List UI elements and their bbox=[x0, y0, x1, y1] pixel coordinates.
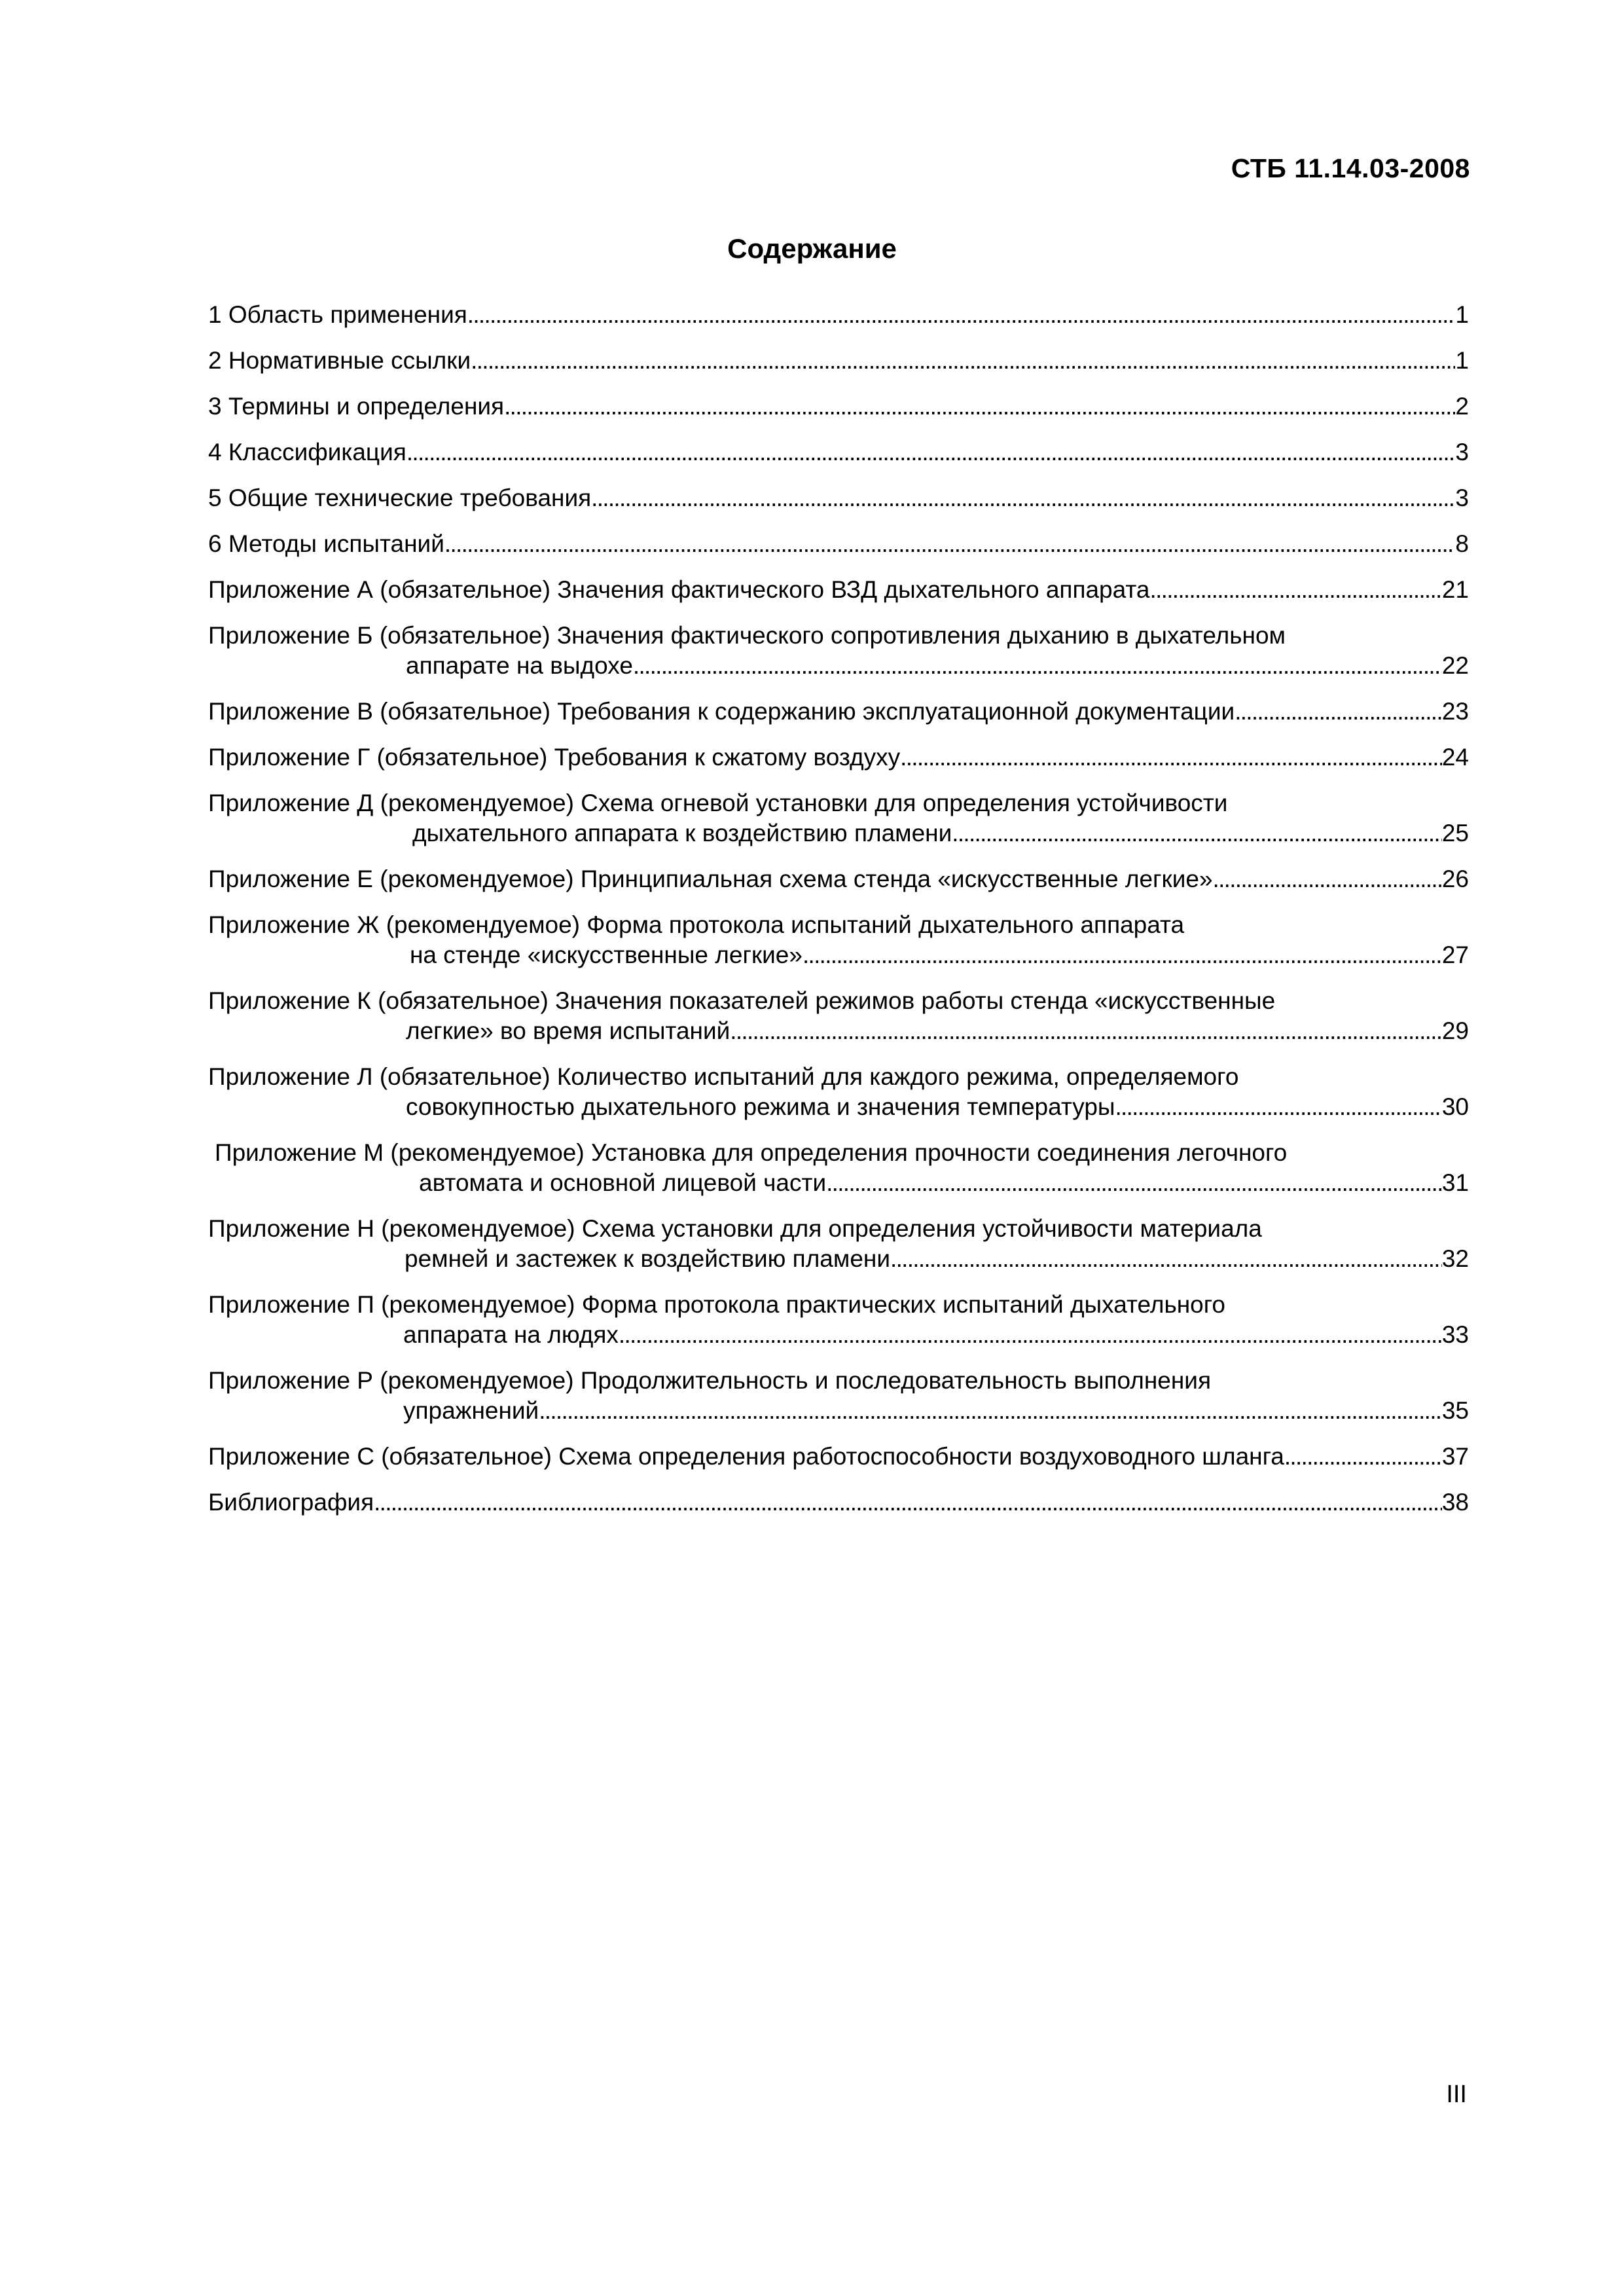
toc-entry-text-continued: аппарате на выдохе bbox=[406, 652, 633, 679]
toc-entry-3 bbox=[208, 392, 1469, 422]
toc-entry-4 bbox=[208, 437, 1469, 467]
dot-leader bbox=[406, 437, 1456, 467]
toc-entry-page: 8 bbox=[1455, 530, 1469, 557]
toc-entry-text: Приложение Ж (рекомендуемое) Форма протокола испытаний дыхательного аппарата bbox=[208, 911, 1185, 938]
toc-entry-appendix-v bbox=[208, 697, 1469, 727]
toc-entry-text: Приложение П (рекомендуемое) Форма протокола практических испытаний дыхательного bbox=[208, 1291, 1225, 1318]
toc-entry-page: 3 bbox=[1455, 439, 1469, 465]
dot-leader bbox=[444, 529, 1456, 559]
dot-leader bbox=[633, 651, 1442, 681]
toc-entry-6 bbox=[208, 529, 1469, 559]
toc-entry-text-continued: совокупностью дыхательного режима и значения температуры bbox=[406, 1093, 1115, 1120]
dot-leader bbox=[374, 1487, 1442, 1518]
toc-entry-appendix-b bbox=[208, 621, 1469, 681]
toc-entry-text-continued: автомата и основной лицевой части bbox=[419, 1169, 827, 1196]
toc-entry-text-continued: на стенде «искусственные легкие» bbox=[410, 941, 803, 968]
toc-entry-text-continued: аппарата на людях bbox=[403, 1321, 619, 1348]
toc-entry-page: 38 bbox=[1441, 1489, 1469, 1516]
toc-entry-appendix-e bbox=[208, 864, 1469, 894]
toc-entry-appendix-l bbox=[208, 1062, 1469, 1122]
dot-leader bbox=[504, 392, 1455, 422]
toc-entry-appendix-g bbox=[208, 742, 1469, 773]
toc-entry-text: Приложение К (обязательное) Значения показателей режимов работы стенда «искусственные bbox=[208, 987, 1276, 1014]
toc-entry-text-continued: дыхательного аппарата к воздействию пламени bbox=[412, 820, 952, 847]
toc-entry-1 bbox=[208, 300, 1469, 330]
toc-entry-text-continued: ремней и застежек к воздействию пламени bbox=[405, 1245, 891, 1272]
toc-entry-5 bbox=[208, 483, 1469, 513]
dot-leader bbox=[900, 742, 1442, 773]
toc-entry-text: Приложение Е (рекомендуемое) Принципиальная схема стенда «искусственные легкие» bbox=[208, 866, 1213, 892]
toc-entry-page: 27 bbox=[1441, 941, 1469, 968]
toc-entry-page: 3 bbox=[1455, 484, 1469, 511]
page-number: III bbox=[1446, 2081, 1467, 2108]
toc-entry-bibliography bbox=[208, 1487, 1469, 1518]
toc-entry-page: 25 bbox=[1441, 820, 1469, 847]
toc-entry-text: Приложение В (обязательное) Требования к содержанию эксплуатационной документации bbox=[208, 698, 1235, 725]
dot-leader bbox=[826, 1168, 1442, 1198]
toc-entry-page: 22 bbox=[1441, 652, 1469, 679]
toc-entry-text: 4 Классификация bbox=[208, 439, 406, 465]
toc-entry-page: 1 bbox=[1455, 301, 1469, 328]
toc-entry-appendix-s bbox=[208, 1442, 1469, 1472]
toc-entry-appendix-p bbox=[208, 1290, 1469, 1350]
toc-entry-page: 31 bbox=[1441, 1169, 1469, 1196]
toc-entry-appendix-a bbox=[208, 575, 1469, 605]
toc-title: Содержание bbox=[727, 233, 897, 264]
toc-entry-page: 21 bbox=[1441, 576, 1469, 603]
dot-leader bbox=[1213, 864, 1442, 894]
toc-entry-text: Приложение Р (рекомендуемое) Продолжительность и последовательность выполнения bbox=[208, 1367, 1211, 1394]
dot-leader bbox=[803, 940, 1442, 970]
toc-entry-text: Приложение Г (обязательное) Требования к сжатому воздуху bbox=[208, 744, 901, 771]
toc-entry-page: 23 bbox=[1441, 698, 1469, 725]
toc-entry-page: 24 bbox=[1441, 744, 1469, 771]
table-of-contents bbox=[208, 300, 1469, 1533]
toc-entry-page: 33 bbox=[1441, 1321, 1469, 1348]
toc-entry-page: 32 bbox=[1441, 1245, 1469, 1272]
toc-entry-text: 1 Область применения bbox=[208, 301, 467, 328]
dot-leader bbox=[1115, 1092, 1442, 1122]
toc-entry-page: 26 bbox=[1441, 866, 1469, 892]
toc-entry-text: Приложение Н (рекомендуемое) Схема установки для определения устойчивости материала bbox=[208, 1215, 1262, 1242]
toc-entry-text: Приложение С (обязательное) Схема определения работоспособности воздуховодного шланга bbox=[208, 1443, 1284, 1470]
document-code: СТБ 11.14.03-2008 bbox=[1231, 153, 1470, 183]
toc-entry-page: 37 bbox=[1441, 1443, 1469, 1470]
toc-entry-appendix-m bbox=[208, 1138, 1469, 1198]
toc-entry-text: 2 Нормативные ссылки bbox=[208, 347, 471, 374]
dot-leader bbox=[1150, 575, 1442, 605]
dot-leader bbox=[539, 1396, 1442, 1426]
dot-leader bbox=[730, 1016, 1442, 1046]
dot-leader bbox=[591, 483, 1455, 513]
dot-leader bbox=[467, 300, 1456, 330]
toc-entry-page: 30 bbox=[1441, 1093, 1469, 1120]
toc-entry-text: Приложение М (рекомендуемое) Установка для определения прочности соединения легочного bbox=[215, 1139, 1288, 1166]
toc-entry-text-continued: упражнений bbox=[403, 1397, 539, 1424]
toc-entry-text-continued: легкие» во время испытаний bbox=[406, 1017, 731, 1044]
dot-leader bbox=[1235, 697, 1442, 727]
dot-leader bbox=[1284, 1442, 1442, 1472]
toc-entry-page: 35 bbox=[1441, 1397, 1469, 1424]
toc-entry-appendix-zh bbox=[208, 910, 1469, 970]
toc-entry-text: 6 Методы испытаний bbox=[208, 530, 444, 557]
toc-entry-text: Приложение А (обязательное) Значения фактического ВЗД дыхательного аппарата bbox=[208, 576, 1150, 603]
toc-entry-text: Приложение Б (обязательное) Значения фактического сопротивления дыханию в дыхательном bbox=[208, 622, 1286, 649]
dot-leader bbox=[471, 346, 1455, 376]
toc-entry-2 bbox=[208, 346, 1469, 376]
toc-entry-appendix-d bbox=[208, 788, 1469, 848]
toc-entry-appendix-k bbox=[208, 986, 1469, 1046]
toc-entry-text: 5 Общие технические требования bbox=[208, 484, 592, 511]
toc-entry-page: 2 bbox=[1455, 393, 1469, 420]
toc-entry-page: 29 bbox=[1441, 1017, 1469, 1044]
toc-entry-text: Приложение Д (рекомендуемое) Схема огневой установки для определения устойчивости bbox=[208, 790, 1228, 816]
dot-leader bbox=[952, 818, 1442, 848]
dot-leader bbox=[619, 1320, 1442, 1350]
toc-entry-text: 3 Термины и определения bbox=[208, 393, 505, 420]
toc-entry-text: Приложение Л (обязательное) Количество испытаний для каждого режима, определяемого bbox=[208, 1063, 1239, 1090]
toc-entry-text: Библиография bbox=[208, 1489, 374, 1516]
toc-entry-appendix-n bbox=[208, 1214, 1469, 1274]
toc-entry-page: 1 bbox=[1455, 347, 1469, 374]
toc-entry-appendix-r bbox=[208, 1366, 1469, 1426]
dot-leader bbox=[890, 1244, 1442, 1274]
